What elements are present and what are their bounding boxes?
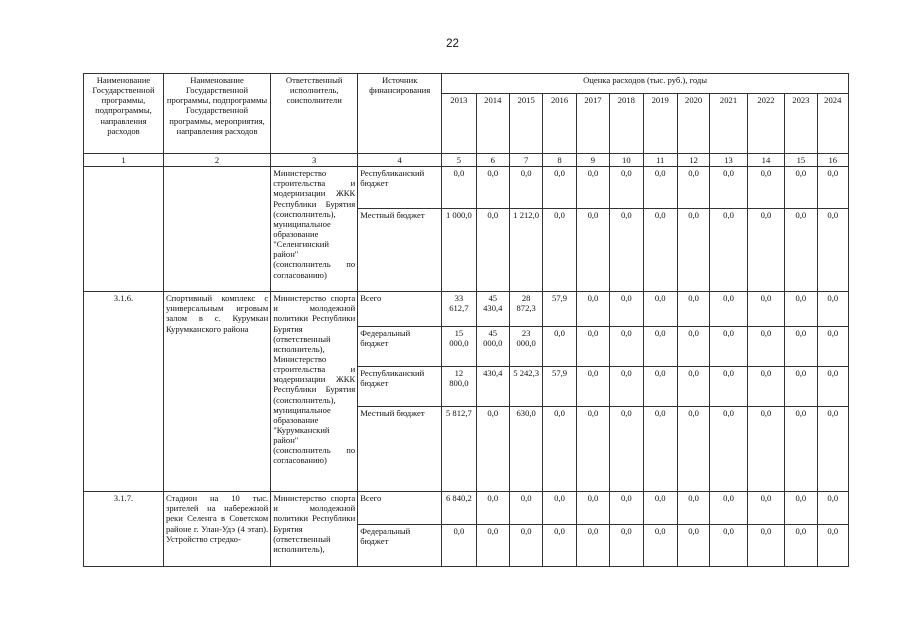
column-number: 5 [442, 154, 476, 167]
year-cell: 2023 [785, 94, 817, 154]
value-cell: 0,0 [677, 327, 709, 367]
value-cell: 0,0 [817, 167, 848, 209]
value-cell: 0,0 [710, 327, 747, 367]
value-cell: 0,0 [610, 367, 643, 407]
value-cell: 0,0 [817, 407, 848, 492]
column-number: 9 [576, 154, 609, 167]
year-cell: 2018 [610, 94, 643, 154]
value-cell: 0,0 [747, 492, 784, 525]
value-cell: 0,0 [785, 407, 817, 492]
column-number: 14 [747, 154, 784, 167]
column-number: 7 [509, 154, 542, 167]
year-cell: 2015 [509, 94, 542, 154]
header-col4: Источник финансирования [358, 74, 442, 154]
header-row [84, 74, 849, 94]
value-cell: 15 000,0 [442, 327, 476, 367]
value-cell: 0,0 [785, 367, 817, 407]
value-cell: 0,0 [476, 209, 509, 292]
header-col3: Ответственный исполнитель, соисполнители [271, 74, 358, 154]
value-cell: 5 242,3 [509, 367, 542, 407]
value-cell: 0,0 [543, 209, 576, 292]
value-cell: 0,0 [747, 209, 784, 292]
value-cell: 0,0 [817, 292, 848, 327]
value-cell: 0,0 [576, 209, 609, 292]
source-cell: Всего [358, 292, 442, 327]
value-cell: 0,0 [509, 167, 542, 209]
column-number: 13 [710, 154, 747, 167]
year-cell: 2017 [576, 94, 609, 154]
year-cell: 2014 [476, 94, 509, 154]
source-cell: Местный бюджет [358, 209, 442, 292]
year-cell: 2021 [710, 94, 747, 154]
value-cell: 0,0 [677, 209, 709, 292]
column-number: 12 [677, 154, 709, 167]
value-cell: 630,0 [509, 407, 542, 492]
value-cell: 0,0 [610, 209, 643, 292]
value-cell: 0,0 [576, 525, 609, 567]
source-cell: Республиканский бюджет [358, 167, 442, 209]
page-number: 22 [446, 38, 459, 50]
name-cell: Стадион на 10 тыс. зрителей на набережной реки Селенга в Советском районе г. Улан-Удэ (4 этап). Устройство стредко- [163, 492, 270, 567]
value-cell: 0,0 [710, 525, 747, 567]
value-cell: 0,0 [747, 292, 784, 327]
year-cell: 2019 [643, 94, 677, 154]
value-cell: 33 612,7 [442, 292, 476, 327]
value-cell: 0,0 [476, 167, 509, 209]
value-cell: 0,0 [509, 525, 542, 567]
value-cell: 5 812,7 [442, 407, 476, 492]
year-cell: 2020 [677, 94, 709, 154]
value-cell: 0,0 [576, 327, 609, 367]
value-cell: 0,0 [710, 292, 747, 327]
value-cell: 0,0 [643, 407, 677, 492]
column-number: 15 [785, 154, 817, 167]
table-row [84, 492, 849, 525]
value-cell: 0,0 [817, 367, 848, 407]
year-cell: 2022 [747, 94, 784, 154]
value-cell: 0,0 [476, 407, 509, 492]
value-cell: 0,0 [610, 492, 643, 525]
column-number: 3 [271, 154, 358, 167]
value-cell: 0,0 [576, 292, 609, 327]
value-cell: 0,0 [576, 407, 609, 492]
source-cell: Местный бюджет [358, 407, 442, 492]
value-cell: 0,0 [710, 492, 747, 525]
value-cell: 23 000,0 [509, 327, 542, 367]
source-cell: Всего [358, 492, 442, 525]
value-cell: 0,0 [543, 407, 576, 492]
value-cell: 0,0 [710, 167, 747, 209]
column-number: 2 [163, 154, 270, 167]
value-cell: 0,0 [576, 492, 609, 525]
value-cell: 0,0 [710, 407, 747, 492]
value-cell: 0,0 [610, 407, 643, 492]
value-cell: 0,0 [543, 327, 576, 367]
value-cell: 0,0 [610, 525, 643, 567]
value-cell: 0,0 [710, 367, 747, 407]
value-cell: 0,0 [710, 209, 747, 292]
value-cell: 57,9 [543, 367, 576, 407]
value-cell: 45 000,0 [476, 327, 509, 367]
value-cell: 0,0 [747, 367, 784, 407]
value-cell: 0,0 [785, 209, 817, 292]
table-row [84, 167, 849, 209]
value-cell: 0,0 [785, 167, 817, 209]
value-cell: 0,0 [643, 525, 677, 567]
value-cell: 45 430,4 [476, 292, 509, 327]
code-cell: 3.1.7. [84, 492, 164, 567]
value-cell: 0,0 [476, 492, 509, 525]
year-cell: 2013 [442, 94, 476, 154]
executor-cell: Министерство строительства и модернизации ЖКК Республики Бурятия (соисполнитель), муниципальное образование "Селенгинский район" (соисполнитель по согласованию) [271, 167, 358, 292]
value-cell: 0,0 [785, 492, 817, 525]
value-cell: 0,0 [643, 292, 677, 327]
value-cell: 0,0 [785, 327, 817, 367]
value-cell: 0,0 [576, 367, 609, 407]
value-cell: 1 000,0 [442, 209, 476, 292]
year-cell: 2024 [817, 94, 848, 154]
name-cell [163, 167, 270, 292]
column-number-row [84, 154, 849, 167]
value-cell: 6 840,2 [442, 492, 476, 525]
year-cell: 2016 [543, 94, 576, 154]
code-cell [84, 167, 164, 292]
value-cell: 0,0 [576, 167, 609, 209]
value-cell: 0,0 [747, 327, 784, 367]
header-col2: Наименование Государственной программы, подпрограммы Государственной программы, мероприятия, направления расходов [163, 74, 270, 154]
value-cell: 0,0 [442, 167, 476, 209]
value-cell: 0,0 [677, 292, 709, 327]
value-cell: 12 800,0 [442, 367, 476, 407]
value-cell: 0,0 [643, 167, 677, 209]
value-cell: 57,9 [543, 292, 576, 327]
source-cell: Республиканский бюджет [358, 367, 442, 407]
value-cell: 0,0 [817, 525, 848, 567]
header-estimate: Оценка расходов (тыс. руб.), годы [442, 74, 849, 94]
executor-cell: Министерство спорта и молодежной политики Республики Бурятия (ответственный исполнитель), [271, 492, 358, 567]
table-row [84, 292, 849, 327]
code-cell: 3.1.6. [84, 292, 164, 492]
value-cell: 0,0 [610, 292, 643, 327]
value-cell: 0,0 [785, 525, 817, 567]
column-number: 16 [817, 154, 848, 167]
value-cell: 0,0 [785, 292, 817, 327]
value-cell: 0,0 [817, 327, 848, 367]
column-number: 10 [610, 154, 643, 167]
value-cell: 0,0 [543, 492, 576, 525]
value-cell: 28 872,3 [509, 292, 542, 327]
value-cell: 430,4 [476, 367, 509, 407]
value-cell: 0,0 [817, 492, 848, 525]
value-cell: 0,0 [747, 167, 784, 209]
value-cell: 0,0 [543, 167, 576, 209]
value-cell: 0,0 [677, 367, 709, 407]
value-cell: 0,0 [476, 525, 509, 567]
value-cell: 0,0 [643, 209, 677, 292]
column-number: 1 [84, 154, 164, 167]
value-cell: 0,0 [643, 492, 677, 525]
executor-cell: Министерство спорта и молодежной политики Республики Бурятия (ответственный исполнитель), Министерство строительства и модернизации ЖКК Республики Бурятия (соисполнитель), муниципальное образование "Курумканский район" (соисполнитель по согласованию) [271, 292, 358, 492]
header-col1: Наименование Государственной программы, подпрограммы, направления расходов [84, 74, 164, 154]
column-number: 11 [643, 154, 677, 167]
column-number: 6 [476, 154, 509, 167]
source-cell: Федеральный бюджет [358, 525, 442, 567]
value-cell: 0,0 [747, 407, 784, 492]
value-cell: 1 212,0 [509, 209, 542, 292]
column-number: 8 [543, 154, 576, 167]
value-cell: 0,0 [442, 525, 476, 567]
value-cell: 0,0 [677, 167, 709, 209]
budget-table [83, 73, 849, 567]
name-cell: Спортивный комплекс с универсальным игровым залом в с. Курумкан Курумканского района [163, 292, 270, 492]
value-cell: 0,0 [677, 407, 709, 492]
column-number: 4 [358, 154, 442, 167]
value-cell: 0,0 [543, 525, 576, 567]
value-cell: 0,0 [677, 492, 709, 525]
value-cell: 0,0 [817, 209, 848, 292]
value-cell: 0,0 [643, 327, 677, 367]
value-cell: 0,0 [509, 492, 542, 525]
value-cell: 0,0 [747, 525, 784, 567]
value-cell: 0,0 [643, 367, 677, 407]
value-cell: 0,0 [610, 327, 643, 367]
value-cell: 0,0 [610, 167, 643, 209]
source-cell: Федеральный бюджет [358, 327, 442, 367]
value-cell: 0,0 [677, 525, 709, 567]
